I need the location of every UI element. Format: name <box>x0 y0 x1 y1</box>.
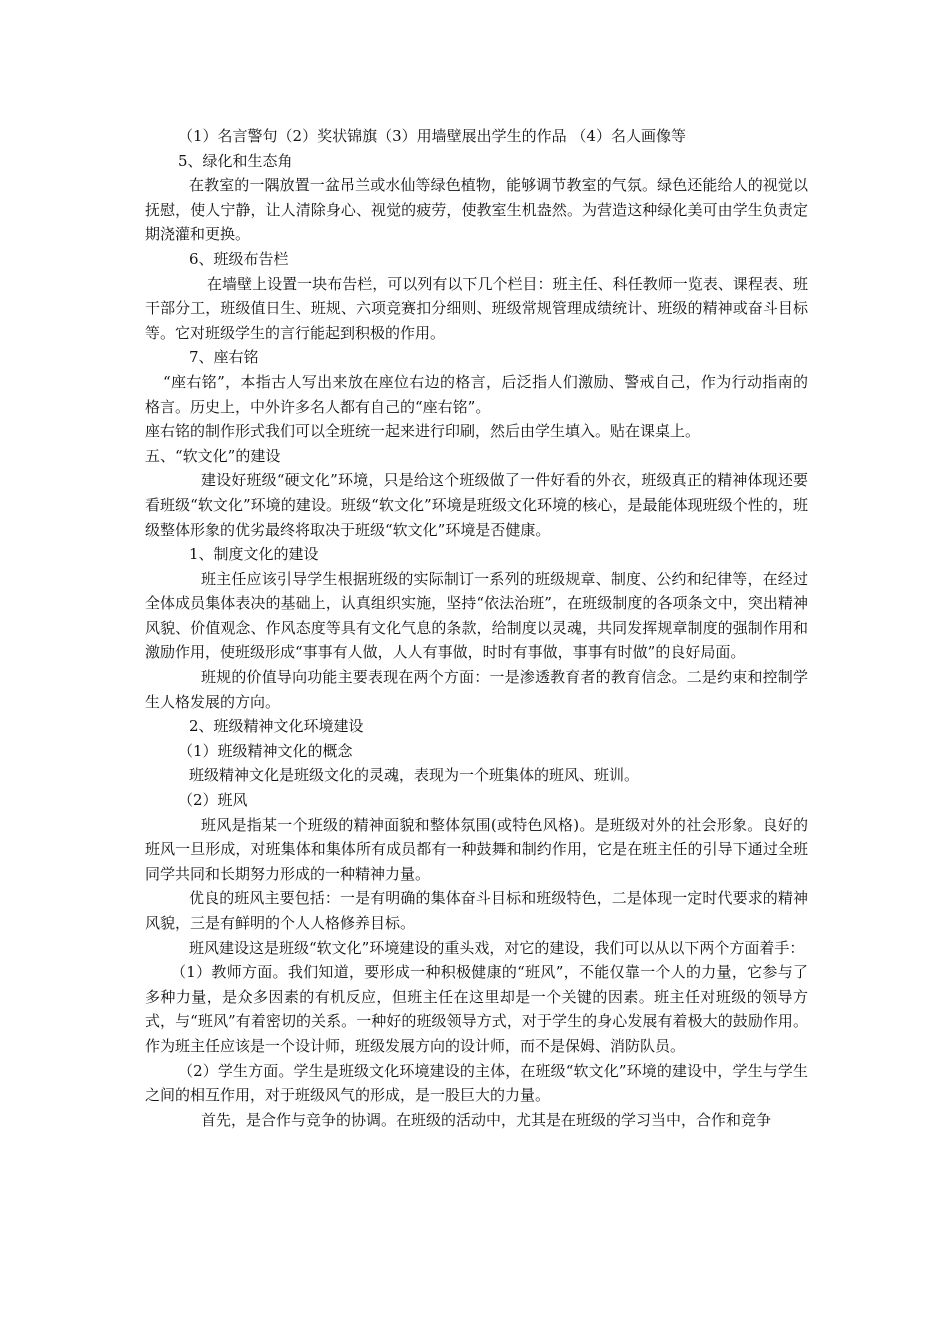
paragraph: 在教室的一隅放置一盆吊兰或水仙等绿色植物，能够调节教室的气氛。绿色还能给人的视觉以抚慰，使人宁静，让人清除身心、视觉的疲劳，使教室生机盎然。为营造这种绿化美可由学生负责定期浇灌和更换。 <box>145 176 808 244</box>
section-heading: 5、绿化和生态角 <box>178 151 293 170</box>
paragraph: 优良的班风主要包括：一是有明确的集体奋斗目标和班级特色，二是体现一定时代要求的精神风貌，三是有鲜明的个人人格修养目标。 <box>145 889 808 932</box>
chapter-heading: 五、“软文化”的建设 <box>145 446 281 465</box>
paragraph: 首先，是合作与竞争的协调。在班级的活动中，尤其是在班级的学习当中，合作和竞争 <box>201 1110 772 1129</box>
subsection-heading: （2）班风 <box>178 791 248 810</box>
paragraph: 班风是指某一个班级的精神面貌和整体氛围(或特色风格)。是班级对外的社会形象。良好的班风一旦形成，对班集体和集体所有成员都有一种鼓舞和制约作用，它是在班主任的引导下通过全班同学共同和长期努力形成的一种精神力量。 <box>145 815 808 883</box>
paragraph: 在墙壁上设置一块布告栏，可以列有以下几个栏目：班主任、科任教师一览表、课程表、班干部分工，班级值日生、班规、六项竞赛扣分细则、班级常规管理成绩统计、班级的精神或奋斗目标等。它对班级学生的言行能起到积极的作用。 <box>145 274 808 342</box>
paragraph: 班规的价值导向功能主要表现在两个方面：一是渗透教育者的教育信念。二是约束和控制学生人格发展的方向。 <box>145 668 808 711</box>
paragraph: （1）名言警句（2）奖状锦旗（3）用墙壁展出学生的作品 （4）名人画像等 <box>178 127 686 145</box>
document-page <box>145 124 808 1132</box>
section-heading: 7、座右铭 <box>189 348 259 367</box>
paragraph: 班风建设这是班级“软文化”环境建设的重头戏，对它的建设，我们可以从以下两个方面着手： <box>189 938 805 957</box>
section-heading: 6、班级布告栏 <box>189 249 289 268</box>
paragraph: （1）教师方面。我们知道，要形成一种积极健康的“班风”，不能仅靠一个人的力量，它参与了多种力量，是众多因素的有机反应，但班主任在这里却是一个关键的因素。班主任对班级的领导方式，与“班风”有着密切的关系。一种好的班级领导方式，对于学生的身心发展有着极大的鼓励作用。作为班主任应该是一个设计师，班级发展方向的设计师，而不是保姆、消防队员。 <box>145 963 808 1055</box>
paragraph: 班主任应该引导学生根据班级的实际制订一系列的班级规章、制度、公约和纪律等，在经过全体成员集体表决的基础上，认真组织实施，坚持“依法治班”，在班级制度的各项条文中，突出精神风貌、价值观念、作风态度等具有文化气息的条款，给制度以灵魂，共同发挥规章制度的强制作用和激励作用，使班级形成“事事有人做，人人有事做，时时有事做，事事有时做”的良好局面。 <box>145 569 808 662</box>
paragraph: 座右铭的制作形式我们可以全班统一起来进行印刷，然后由学生填入。贴在课桌上。 <box>145 422 701 441</box>
paragraph: 建设好班级“硬文化”环境，只是给这个班级做了一件好看的外衣，班级真正的精神体现还要看班级“软文化”环境的建设。班级“软文化”环境是班级文化环境的核心，是最能体现班级个性的，班级整体形象的优劣最终将取决于班级“软文化”环境是否健康。 <box>145 471 808 539</box>
paragraph: 班级精神文化是班级文化的灵魂，表现为一个班集体的班风、班训。 <box>189 766 640 785</box>
paragraph: “座右铭”，本指古人写出来放在座位右边的格言，后泛指人们激励、警戒自己，作为行动指南的格言。历史上，中外许多名人都有自己的“座右铭”。 <box>145 372 808 416</box>
subsection-heading: （1）班级精神文化的概念 <box>178 741 353 760</box>
section-heading: 1、制度文化的建设 <box>189 545 319 564</box>
section-heading: 2、班级精神文化环境建设 <box>189 717 364 736</box>
paragraph: （2）学生方面。学生是班级文化环境建设的主体，在班级“软文化”环境的建设中，学生与学生之间的相互作用，对于班级风气的形成，是一股巨大的力量。 <box>145 1061 808 1105</box>
